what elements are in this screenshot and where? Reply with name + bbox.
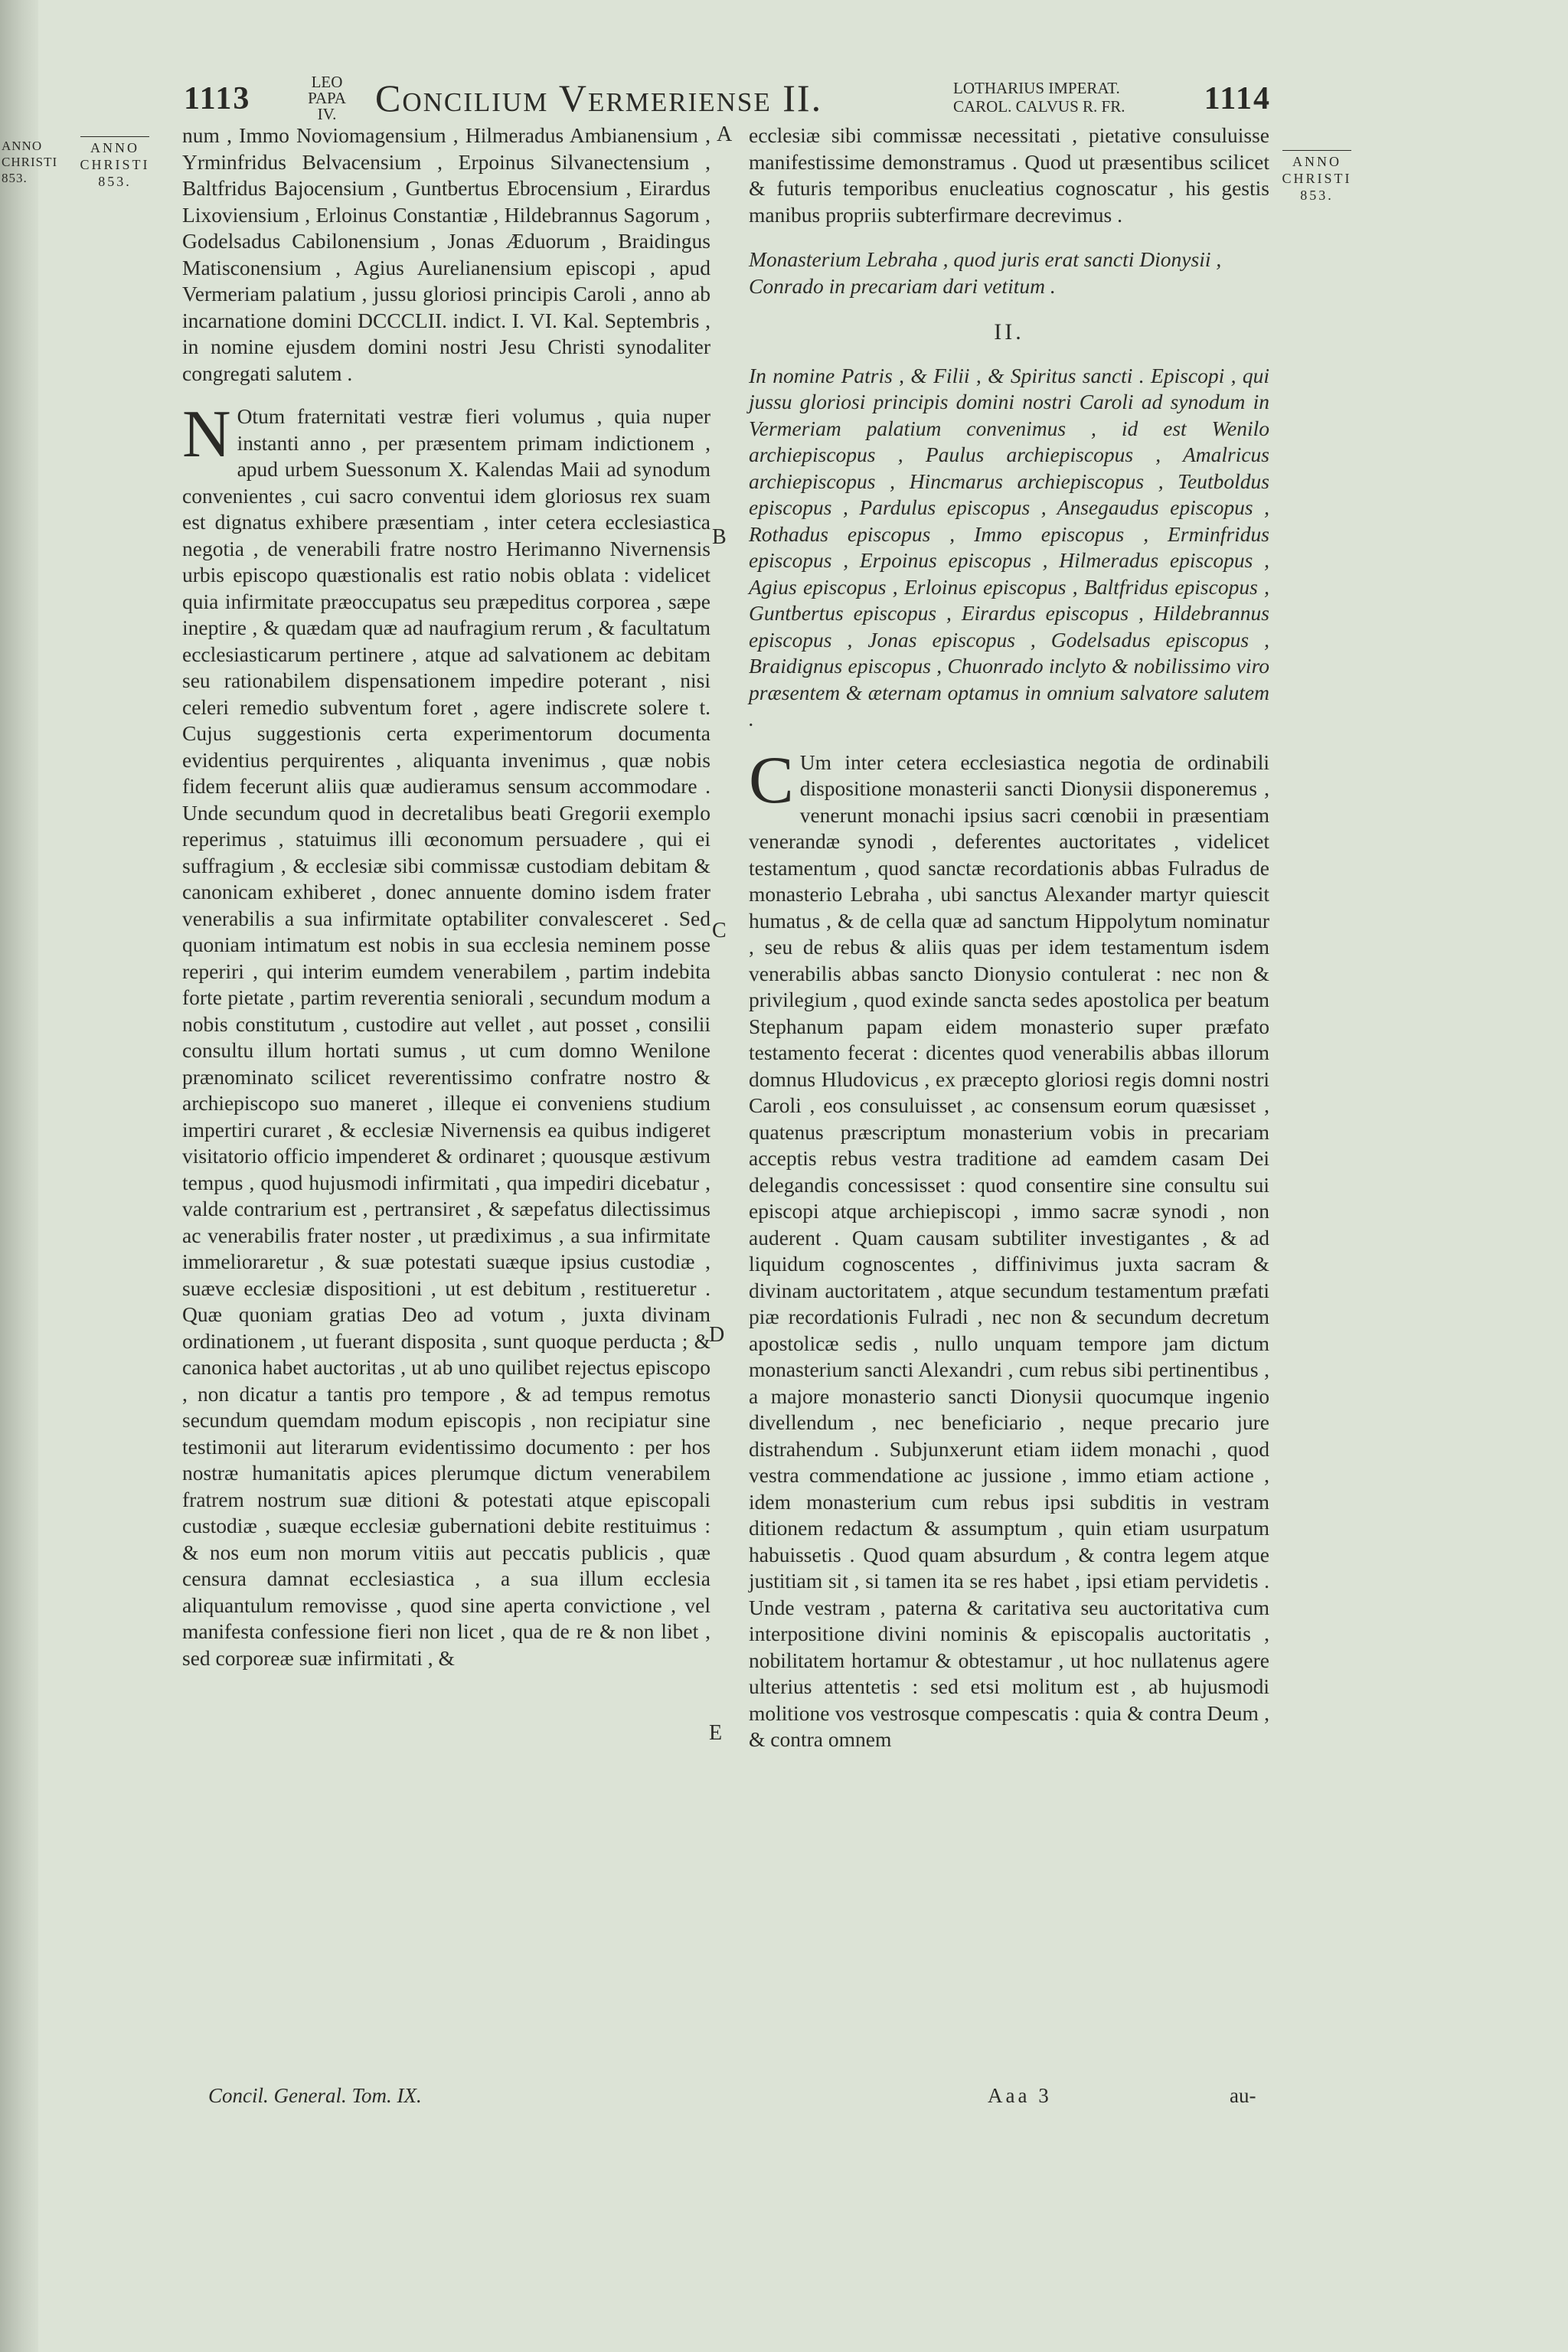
header-title: Concilium Vermeriense II. [375, 77, 823, 119]
page-number-right: 1114 [1204, 81, 1271, 116]
address-paragraph: In nomine Patris , & Filii , & Spiritus sancti . Episcopi , qui jussu gloriosi principis domini nostri Caroli ad synodum in Vermeriam palatium convenimus , id est Wenilo archiepiscopus , Paulus archiepiscopus , Amalricus archiepiscopus , Hincmarus archiepiscopus , Teutboldus episcopus , Pardulus episcopus , Ansegaudus episcopus , Rothadus episcopus , Immo episcopus , Erminfridus episcopus , Erpoinus episcopus , Hilmeradus episcopus , Agius episcopus , Erloinus episcopus , Baltfridus episcopus , Guntbertus episcopus , Eirardus episcopus , Hildebrannus episcopus , Jonas episcopus , Godelsadus episcopus , Braidignus episcopus , Chuonrado inclyto & nobilissimo viro præsentem & æternam optamus in omnium salvatore salutem . [749, 363, 1269, 730]
margin-note-left [69, 136, 161, 190]
margin-note-line: CHRISTI [80, 157, 150, 172]
header-pope-line: IV. [317, 105, 337, 123]
running-header [184, 73, 1271, 126]
drop-cap: C [749, 743, 794, 818]
section-letter-b: B [712, 525, 727, 549]
margin-note-line: ANNO [90, 140, 139, 155]
body-paragraph [749, 743, 1269, 1753]
header-rulers [953, 79, 1125, 116]
footer-volume: Concil. General. Tom. IX. [208, 2084, 422, 2107]
margin-note-line: CHRISTI [1282, 171, 1352, 186]
section-letter-a: A [717, 122, 733, 146]
header-pope [292, 74, 361, 122]
header-ruler-line: CAROL. CALVUS R. FR. [953, 97, 1125, 116]
margin-note-line: ANNO [1292, 154, 1341, 169]
edge-margin-note [2, 138, 58, 186]
right-column [749, 122, 1269, 1753]
section-letter-e: E [709, 1721, 723, 1745]
header-ruler-line: LOTHARIUS IMPERAT. [953, 79, 1120, 97]
body-paragraph [182, 397, 710, 1671]
section-letter-d: D [709, 1323, 725, 1347]
edge-margin-line: 853. [2, 171, 28, 185]
page-number-left: 1113 [184, 81, 251, 116]
signature-mark: Aaa 3 [988, 2084, 1052, 2107]
drop-cap: N [182, 397, 231, 472]
margin-note-right [1271, 150, 1363, 204]
salutation-paragraph: num , Immo Noviomagensium , Hilmeradus Ambianensium , Yrminfridus Belvacensium , Erpoinus Silvanectensium , Baltfridus Bajocensium , Guntbertus Ebrocensium , Eirardus Lixoviensium , Erloinus Constantiæ , Hildebrannus Sagorum , Godelsadus Cabilonensium , Jonas Æduorum , Braidingus Matisconensium , Agius Aurelianensium episcopi , apud Vermeriam palatium , jussu gloriosi principis Caroli , anno ab incarnatione domini DCCCLII. indict. I. VI. Kal. Septembris , in nomine ejusdem domini nostri Jesu Christi synodaliter congregati salutem . [182, 123, 710, 385]
continuation-paragraph: ecclesiæ sibi commissæ necessitati , pietative consuluisse manifestissime demonstramus . Quod ut præsentibus scilicet & futuris temporibus enucleatius cognoscatur , his gestis manibus propriis subterfirmare decrevimus . [749, 123, 1269, 227]
body-text: Otum fraternitati vestræ fieri volumus , quia nuper instanti anno , per præsentem primam indictionem , apud urbem Suessonum X. Kalendas Maii ad synodum convenientes , cui sacro conventui idem gloriosus rex suam est dignatus exhibere præsentiam , inter cetera ecclesiastica negotia , de venerabili fratre nostro Herimanno Nivernensis urbis episcopo quæstionalis est ratio nobis oblata : videlicet quia infirmitate præoccupatus seu præpeditus corporea , sæpe ineptire , & quædam quæ ad naufragium rerum , & facultatum ecclesiasticarum pertinere , atque ad salvationem ac debitam seu rationabilem dispensationem impedire poterant , nisi celeri remedio subventum foret , agere indiscrete solere t. Cujus suggestionis certa experimentorum documenta evidentius perquirentes , aliquanta invenimus , quæ nobis fidem fecerunt aliis quæ audieramus sensum accommodare . Unde secundum quod in decretalibus beati Gregorii exemplo reperimus , statuimus illi œconomum persuadere , qui ei suffragium , & ecclesiæ sibi commissæ custodiam debitam & canonicam exhiberet , donec annuente domino isdem frater venerabilis a sua infirmitate optabiliter convalesceret . Sed quoniam intimatum est nobis in sua ecclesia neminem posse reperiri , qui interim eumdem venerabilem , partim indebita forte pietate , partim reverentia seniorali , secundum modum a nobis constitutum , custodire aut vellet , aut posset , consilii consultu illum hortati sumus , ut cum domno Wenilone prænominato scilicet reverentissimo confratre nostro & archiepiscopo suo maneret , illeque ei conveniens studium impertiri curaret , & ecclesiæ Nivernensis ea quibus indigeret visitatorio officio impenderet & ordinaret ; quousque æstivum tempus , quod hujusmodi infirmitati , qua impediri dicebatur , valde contrarium est , pertransiret , & sæpefatus dilectissimus ac venerabilis frater noster , ut prædiximus , a sua infirmitate immelioraretur , & suæ potestati suæque ipsius custodiæ , suæve ecclesiæ dispositioni , ut est debitum , restitueretur . Quæ quoniam gratias Deo ad votum , juxta divinam ordinationem , ut fuerant disposita , sunt quoque perducta ; & canonica habet auctoritas , ut ab uno quilibet rejectus episcopo , non dicatur a tantis pro tempore , & ad tempus remotus secundum quemdam modum episcopis , non recipiatur sine testimonii aut literarum evidentissimo documento : per hos nostræ humanitatis apices plerumque dictum venerabilem fratrem nostrum suæ ditioni & potestati atque episcopali custodiæ , suæque ecclesiæ gubernationi debite restituimus : & nos eum non morum vitiis aut peccatis publicis , quæ censura damnat ecclesiastica , a sua illum ecclesia aliquantulum removisse , quod sine aperta convictione , vel manifesta confessione fieri non licet , qua de re & non libet , sed corporeæ suæ infirmitati , & [182, 404, 710, 1670]
margin-note-line: 853. [1300, 188, 1334, 203]
section-numeral: II. [994, 319, 1024, 345]
header-pope-line: LEO PAPA [308, 73, 346, 107]
margin-rule [80, 136, 149, 137]
edge-margin-line: CHRISTI [2, 155, 58, 169]
section-letter-c: C [712, 919, 727, 942]
margin-rule [1282, 150, 1351, 151]
section-heading: Monasterium Lebraha , quod juris erat sancti Dionysii , Conrado in precariam dari vetitum . [749, 247, 1222, 298]
catchword: au- [1230, 2084, 1256, 2107]
edge-margin-line: ANNO [2, 139, 43, 153]
adjacent-page-edge [0, 0, 58, 2352]
body-text: Um inter cetera ecclesiastica negotia de ordinabili dispositione monasterii sancti Dionysii disponeremus , venerunt monachi ipsius sacri cœnobii in præsentiam venerandæ synodi , deferentes auctoritates , videlicet testamentum , quod sanctæ recordationis abbas Fulradus de monasterio Lebraha , ubi sanctus Alexander martyr quiescit humatus , & de cella quæ ad sanctum Hippolytum nominatur , seu de rebus & aliis quas per idem testamentum isdem venerabilis abbas sancto Dionysio contulerat : nec non & privilegium , quod exinde sancta sedes apostolica per beatum Stephanum papam eidem monasterio super præfato testamento fecerat : dicentes quod venerabilis abbas illorum domnus Hludovicus , ex præcepto gloriosi regis domni nostri Caroli , eos consuluisset , ac consensum eorum quæsisset , quatenus præscriptum monasterium vobis in precariam acceptis rebus vestra traditione ad eamdem casam Dei delegandis concessisset : quod consentire sine consultu sui episcopi atque archiepiscopi , immo sacræ synodi , non auderent . Quam causam subtiliter investigantes , & ad liquidum cognoscentes , diffinivimus juxta sacram & divinam auctoritatem , atque secundum testamentum præfati piæ recordationis Fulradi , nec non & secundum decretum apostolicæ sedis , nullo unquam tempore jam dictum monasterium sancti Alexandri , cum rebus sibi pertinentibus , a majore monasterio sancti Dionysii quocumque ingenio divellendum , nec beneficiario , neque precario jure distrahendum . Subjunxerunt etiam iidem monachi , quod vestra commendatione ac jussione , immo etiam actione , idem monasterium cum rebus ipsi subditis in vestram ditionem redactum & assumptum , quin etiam usurpatum habuissetis . Quod quam absurdum , & contra legem atque justitiam sit , si tamen ita se res habet , ipsi etiam pervidetis . Unde vestram , paterna & caritativa seu auctoritativa cum interpositione divini nominis & episcopalis auctoritatis , nobilitatem hortamur & obtestamur , ut hoc nullatenus agere ulterius attentetis : sed etsi molitum est , ab hujusmodi molitione vos vestrosque compescatis : quia & contra Deum , & contra omnem [749, 750, 1269, 1751]
margin-note-line: 853. [98, 174, 132, 189]
left-column [182, 122, 710, 1671]
